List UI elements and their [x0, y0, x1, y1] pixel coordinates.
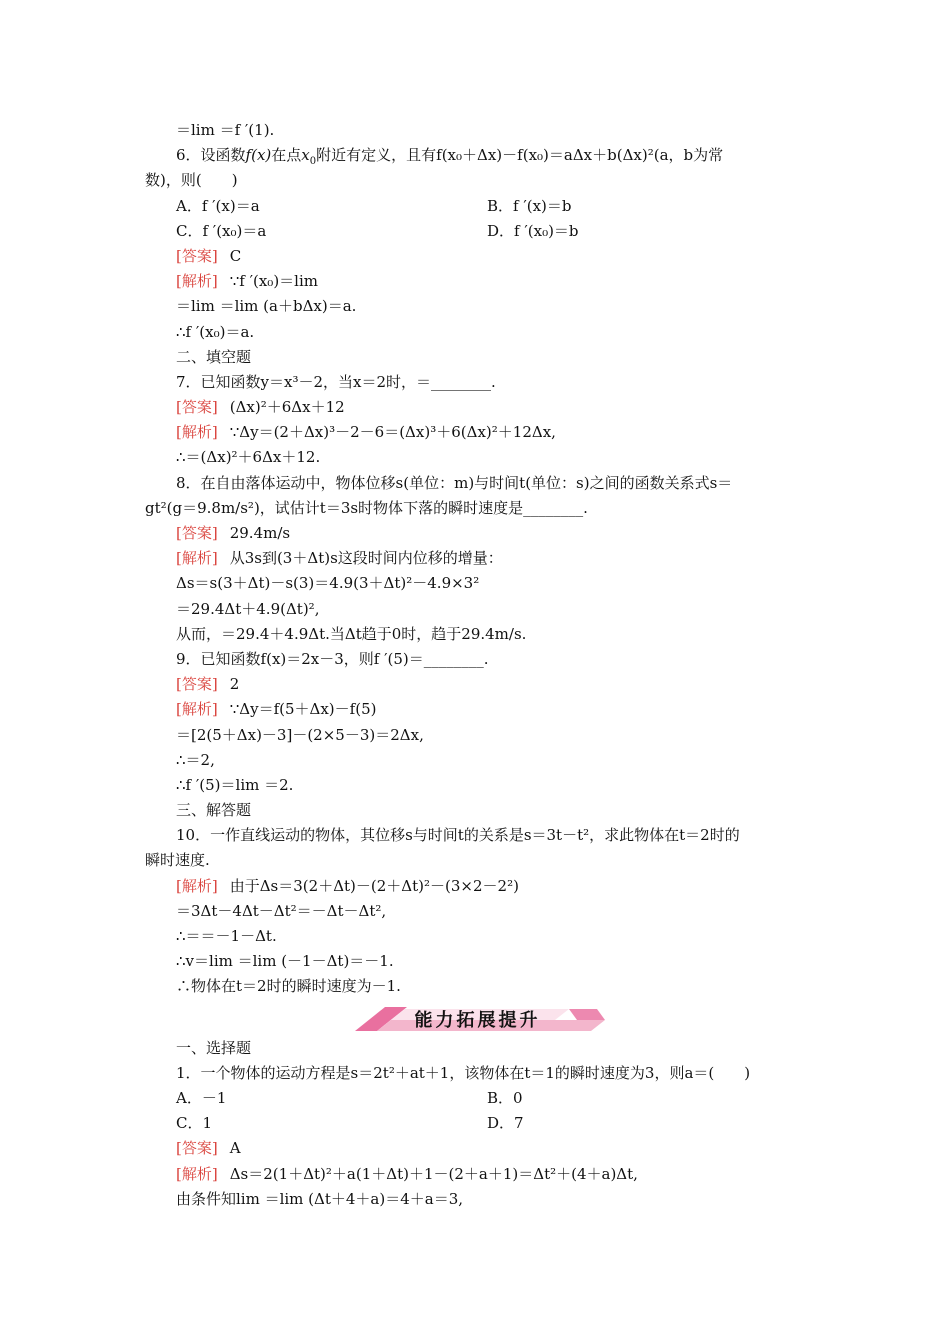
p1-options-cd: [145, 1111, 810, 1136]
answer-tag: [答案]: [176, 246, 218, 265]
analysis-tag: [解析]: [176, 272, 218, 291]
q6-stem-line1: 6．设函数f(x)在点$x_0$附近有定义，且有f(x₀＋Δx)－f(x₀)＝aΔx＋b(Δx)²(a，b为常: [176, 146, 724, 168]
q9-step2: ＝[2(5＋Δx)－3]－(2×5－3)＝2Δx,: [176, 725, 424, 744]
q6-option-c: C．f ′(x₀)＝a: [176, 221, 267, 240]
banner-title: 能力拓展提升: [414, 1009, 541, 1031]
answer-tag: [答案]: [176, 524, 218, 542]
q6-stem-line2: 数)，则( ): [145, 171, 238, 190]
p1-options-ab: [145, 1086, 810, 1111]
section-solve: 三、解答题: [176, 801, 252, 820]
q9-step3: ∴＝2,: [176, 750, 215, 769]
q10-step3: ∴＝＝－1－Δt.: [176, 927, 277, 945]
q8-stem-line1: 8．在自由落体运动中，物体位移s(单位：m)与时间t(单位：s)之间的函数关系式s＝: [176, 473, 733, 492]
q10-stem-line1: 10．一作直线运动的物体，其位移s与时间t的关系是s＝3t－t²，求此物体在t＝2时的: [176, 826, 740, 845]
q10-analysis: [解析] 由于Δs＝3(2＋Δt)－(2＋Δt)²－(3×2－2²): [176, 876, 519, 895]
p1-stem: 1．一个物体的运动方程是s＝2t²＋at＋1，该物体在t＝1的瞬时速度为3，则a＝( ): [176, 1063, 751, 1082]
section-fill-blank: 二、填空题: [176, 347, 252, 366]
section-banner: [145, 1002, 810, 1036]
line-limit: ＝lim ＝f ′(1).: [176, 121, 275, 139]
q9-answer: [答案] 2: [176, 675, 240, 694]
q8-stem-line2: gt²(g＝9.8m/s²)，试估计t＝3s时物体下落的瞬时速度是________.: [145, 498, 588, 517]
p1-step2: 由条件知lim ＝lim (Δt＋4＋a)＝4＋a＝3,: [176, 1189, 464, 1208]
analysis-tag: [解析]: [176, 423, 218, 442]
q6-step2: ＝lim ＝lim (a＋bΔx)＝a.: [176, 297, 357, 316]
q6-option-b: B．f ′(x)＝b: [487, 196, 572, 215]
analysis-tag: [解析]: [176, 1164, 218, 1183]
q8-answer: [答案] 29.4m/s: [176, 524, 291, 542]
analysis-tag: [解析]: [176, 876, 218, 895]
analysis-tag: [解析]: [176, 700, 218, 719]
q6-step3: ∴f ′(x₀)＝a.: [176, 322, 255, 341]
q9-step4: ∴f ′(5)＝lim ＝2.: [176, 775, 294, 794]
q10-stem-line2: 瞬时速度.: [145, 851, 210, 870]
q9-analysis: [解析] ∵Δy＝f(5＋Δx)－f(5): [176, 700, 377, 719]
p1-option-a: A．－1: [176, 1088, 227, 1107]
q7-stem: 7．已知函数y＝x³－2，当x＝2时，＝________.: [176, 372, 496, 391]
q10-step2: ＝3Δt－4Δt－Δt²＝－Δt－Δt²,: [176, 901, 387, 920]
analysis-tag: [解析]: [176, 549, 218, 568]
q8-step2: Δs＝s(3＋Δt)－s(3)＝4.9(3＋Δt)²－4.9×3²: [176, 574, 480, 593]
section-choice: 一、选择题: [176, 1038, 252, 1057]
q9-stem: 9．已知函数f(x)＝2x－3，则f ′(5)＝________.: [176, 649, 489, 668]
q6-answer: [答案] C: [176, 246, 242, 265]
q8-analysis: [解析] 从3s到(3＋Δt)s这段时间内位移的增量：: [176, 549, 503, 568]
q8-step4: 从而，＝29.4＋4.9Δt.当Δt趋于0时，趋于29.4m/s.: [176, 624, 527, 643]
q6-options-cd: [145, 219, 810, 244]
p1-analysis: [解析] Δs＝2(1＋Δt)²＋a(1＋Δt)＋1－(2＋a＋1)＝Δt²＋(4＋a)Δt,: [176, 1164, 638, 1183]
p1-option-d: D．7: [487, 1114, 524, 1133]
q8-step3: ＝29.4Δt＋4.9(Δt)²,: [176, 599, 320, 618]
q10-step4: ∴v＝lim ＝lim (－1－Δt)＝－1.: [176, 952, 394, 971]
q6-analysis: [解析] ∵f ′(x₀)＝lim: [176, 272, 318, 291]
answer-tag: [答案]: [176, 1139, 218, 1158]
q7-step2: ∴＝(Δx)²＋6Δx＋12.: [176, 448, 321, 467]
q10-step5: ∴物体在t＝2时的瞬时速度为－1.: [176, 977, 401, 996]
answer-tag: [答案]: [176, 398, 218, 417]
q6-option-d: D．f ′(x₀)＝b: [487, 221, 579, 240]
q7-answer: [答案] (Δx)²＋6Δx＋12: [176, 398, 345, 417]
p1-option-b: B．0: [487, 1088, 523, 1107]
q7-analysis: [解析] ∵Δy＝(2＋Δx)³－2－6＝(Δx)³＋6(Δx)²＋12Δx,: [176, 423, 556, 442]
q6-option-a: A．f ′(x)＝a: [176, 196, 260, 215]
p1-answer: [答案] A: [176, 1139, 241, 1158]
q6-options-ab: [145, 194, 810, 219]
content: [145, 118, 810, 1212]
p1-option-c: C．1: [176, 1114, 213, 1133]
answer-tag: [答案]: [176, 675, 218, 694]
